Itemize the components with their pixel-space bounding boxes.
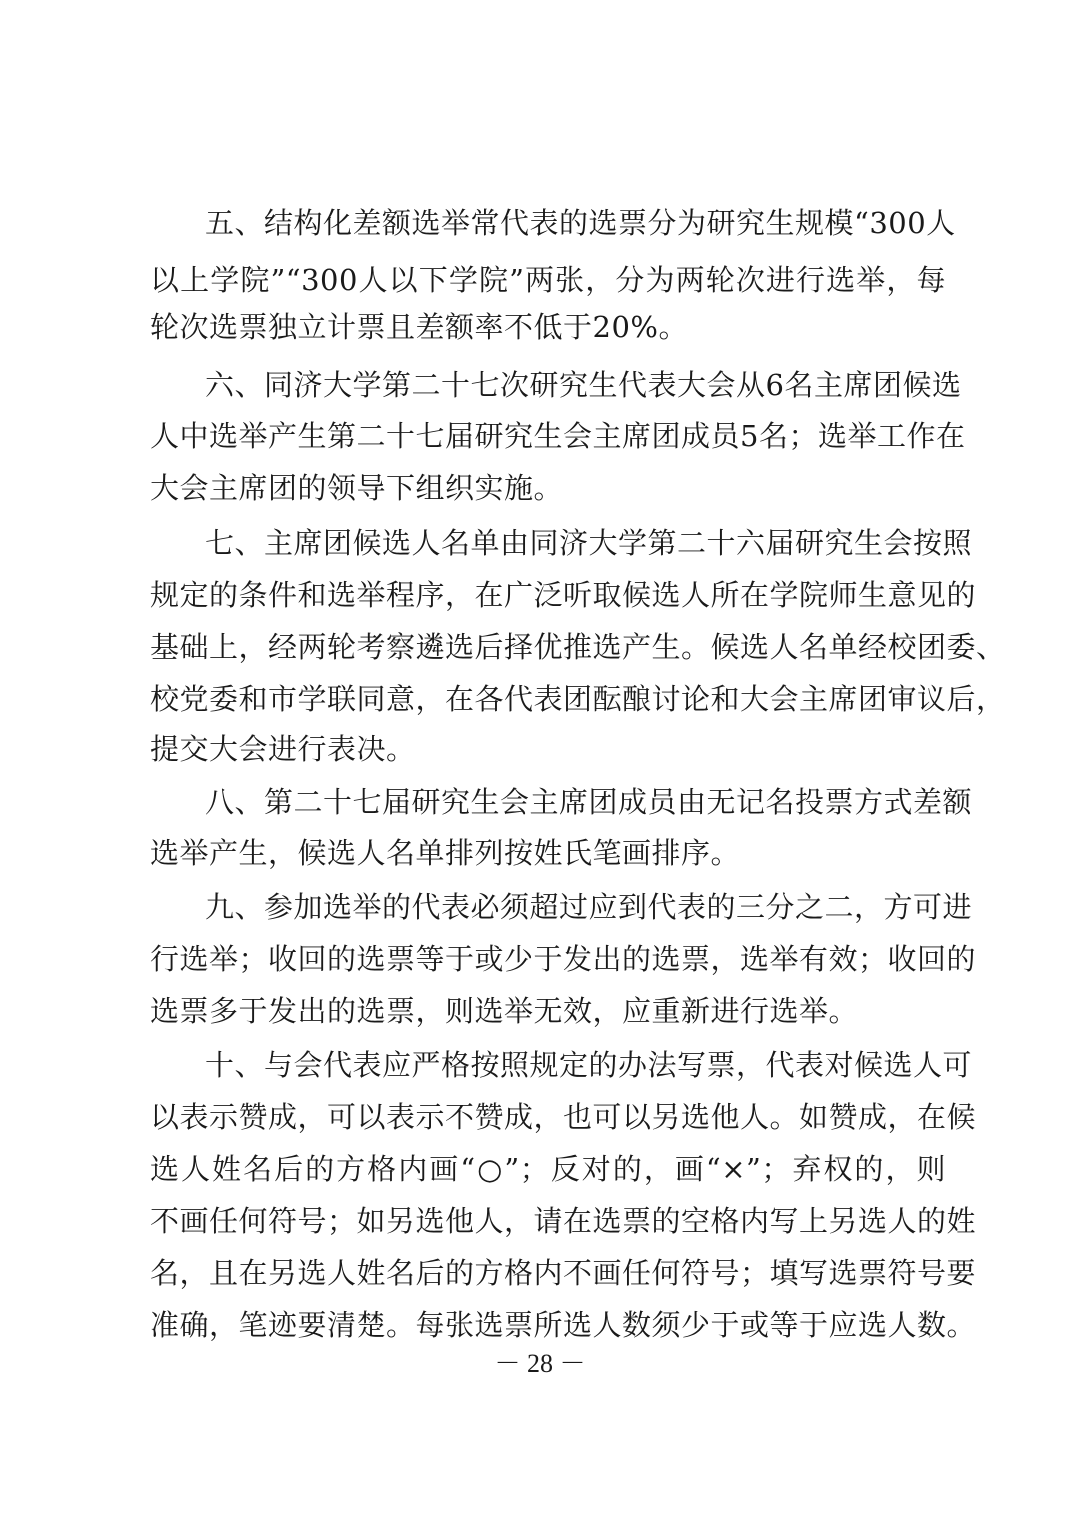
- text-line: 校党委和市学联同意，在各代表团酝酿讨论和大会主席团审议后，: [150, 682, 1006, 716]
- text-line: 六、同济大学第二十七次研究生代表大会从6名主席团候选: [205, 368, 962, 402]
- text-line: 基础上，经两轮考察遴选后择优推选产生。候选人名单经校团委、: [150, 630, 1006, 664]
- text-line: 以上学院”“300人以下学院”两张，分为两轮次进行选举，每: [150, 263, 946, 297]
- text-line: 七、主席团候选人名单由同济大学第二十六届研究生会按照: [205, 526, 973, 560]
- text-line: 八、第二十七届研究生会主席团成员由无记名投票方式差额: [205, 785, 973, 819]
- text-line: 选举产生，候选人名单排列按姓氏笔画排序。: [150, 836, 741, 870]
- text-line: 九、参加选举的代表必须超过应到代表的三分之二，方可进: [205, 890, 973, 924]
- text-line: 五、结构化差额选举常代表的选票分为研究生规模“300人: [205, 206, 956, 240]
- text-line: 名，且在另选人姓名后的方格内不画任何符号；填写选票符号要: [150, 1256, 977, 1290]
- text-line: 不画任何符号；如另选他人，请在选票的空格内写上另选人的姓: [150, 1204, 977, 1238]
- text-line: 选人姓名后的方格内画“○”；反对的，画“×”；弃权的，则: [150, 1152, 946, 1186]
- text-line: 人中选举产生第二十七届研究生会主席团成员5名；选举工作在: [150, 419, 966, 453]
- text-line: 十、与会代表应严格按照规定的办法写票，代表对候选人可: [205, 1048, 973, 1082]
- text-line: 准确，笔迹要清楚。每张选票所选人数须少于或等于应选人数。: [150, 1308, 977, 1342]
- text-line: 轮次选票独立计票且差额率不低于20%。: [150, 310, 688, 344]
- text-line: 规定的条件和选举程序，在广泛听取候选人所在学院师生意见的: [150, 578, 977, 612]
- text-line: 选票多于发出的选票，则选举无效，应重新进行选举。: [150, 994, 859, 1028]
- page-number: － 28 －: [494, 1349, 586, 1378]
- text-line: 以表示赞成，可以表示不赞成，也可以另选他人。如赞成，在候: [150, 1100, 977, 1134]
- text-line: 行选举；收回的选票等于或少于发出的选票，选举有效；收回的: [150, 942, 977, 976]
- text-line: 提交大会进行表决。: [150, 732, 416, 766]
- text-line: 大会主席团的领导下组织实施。: [150, 471, 564, 505]
